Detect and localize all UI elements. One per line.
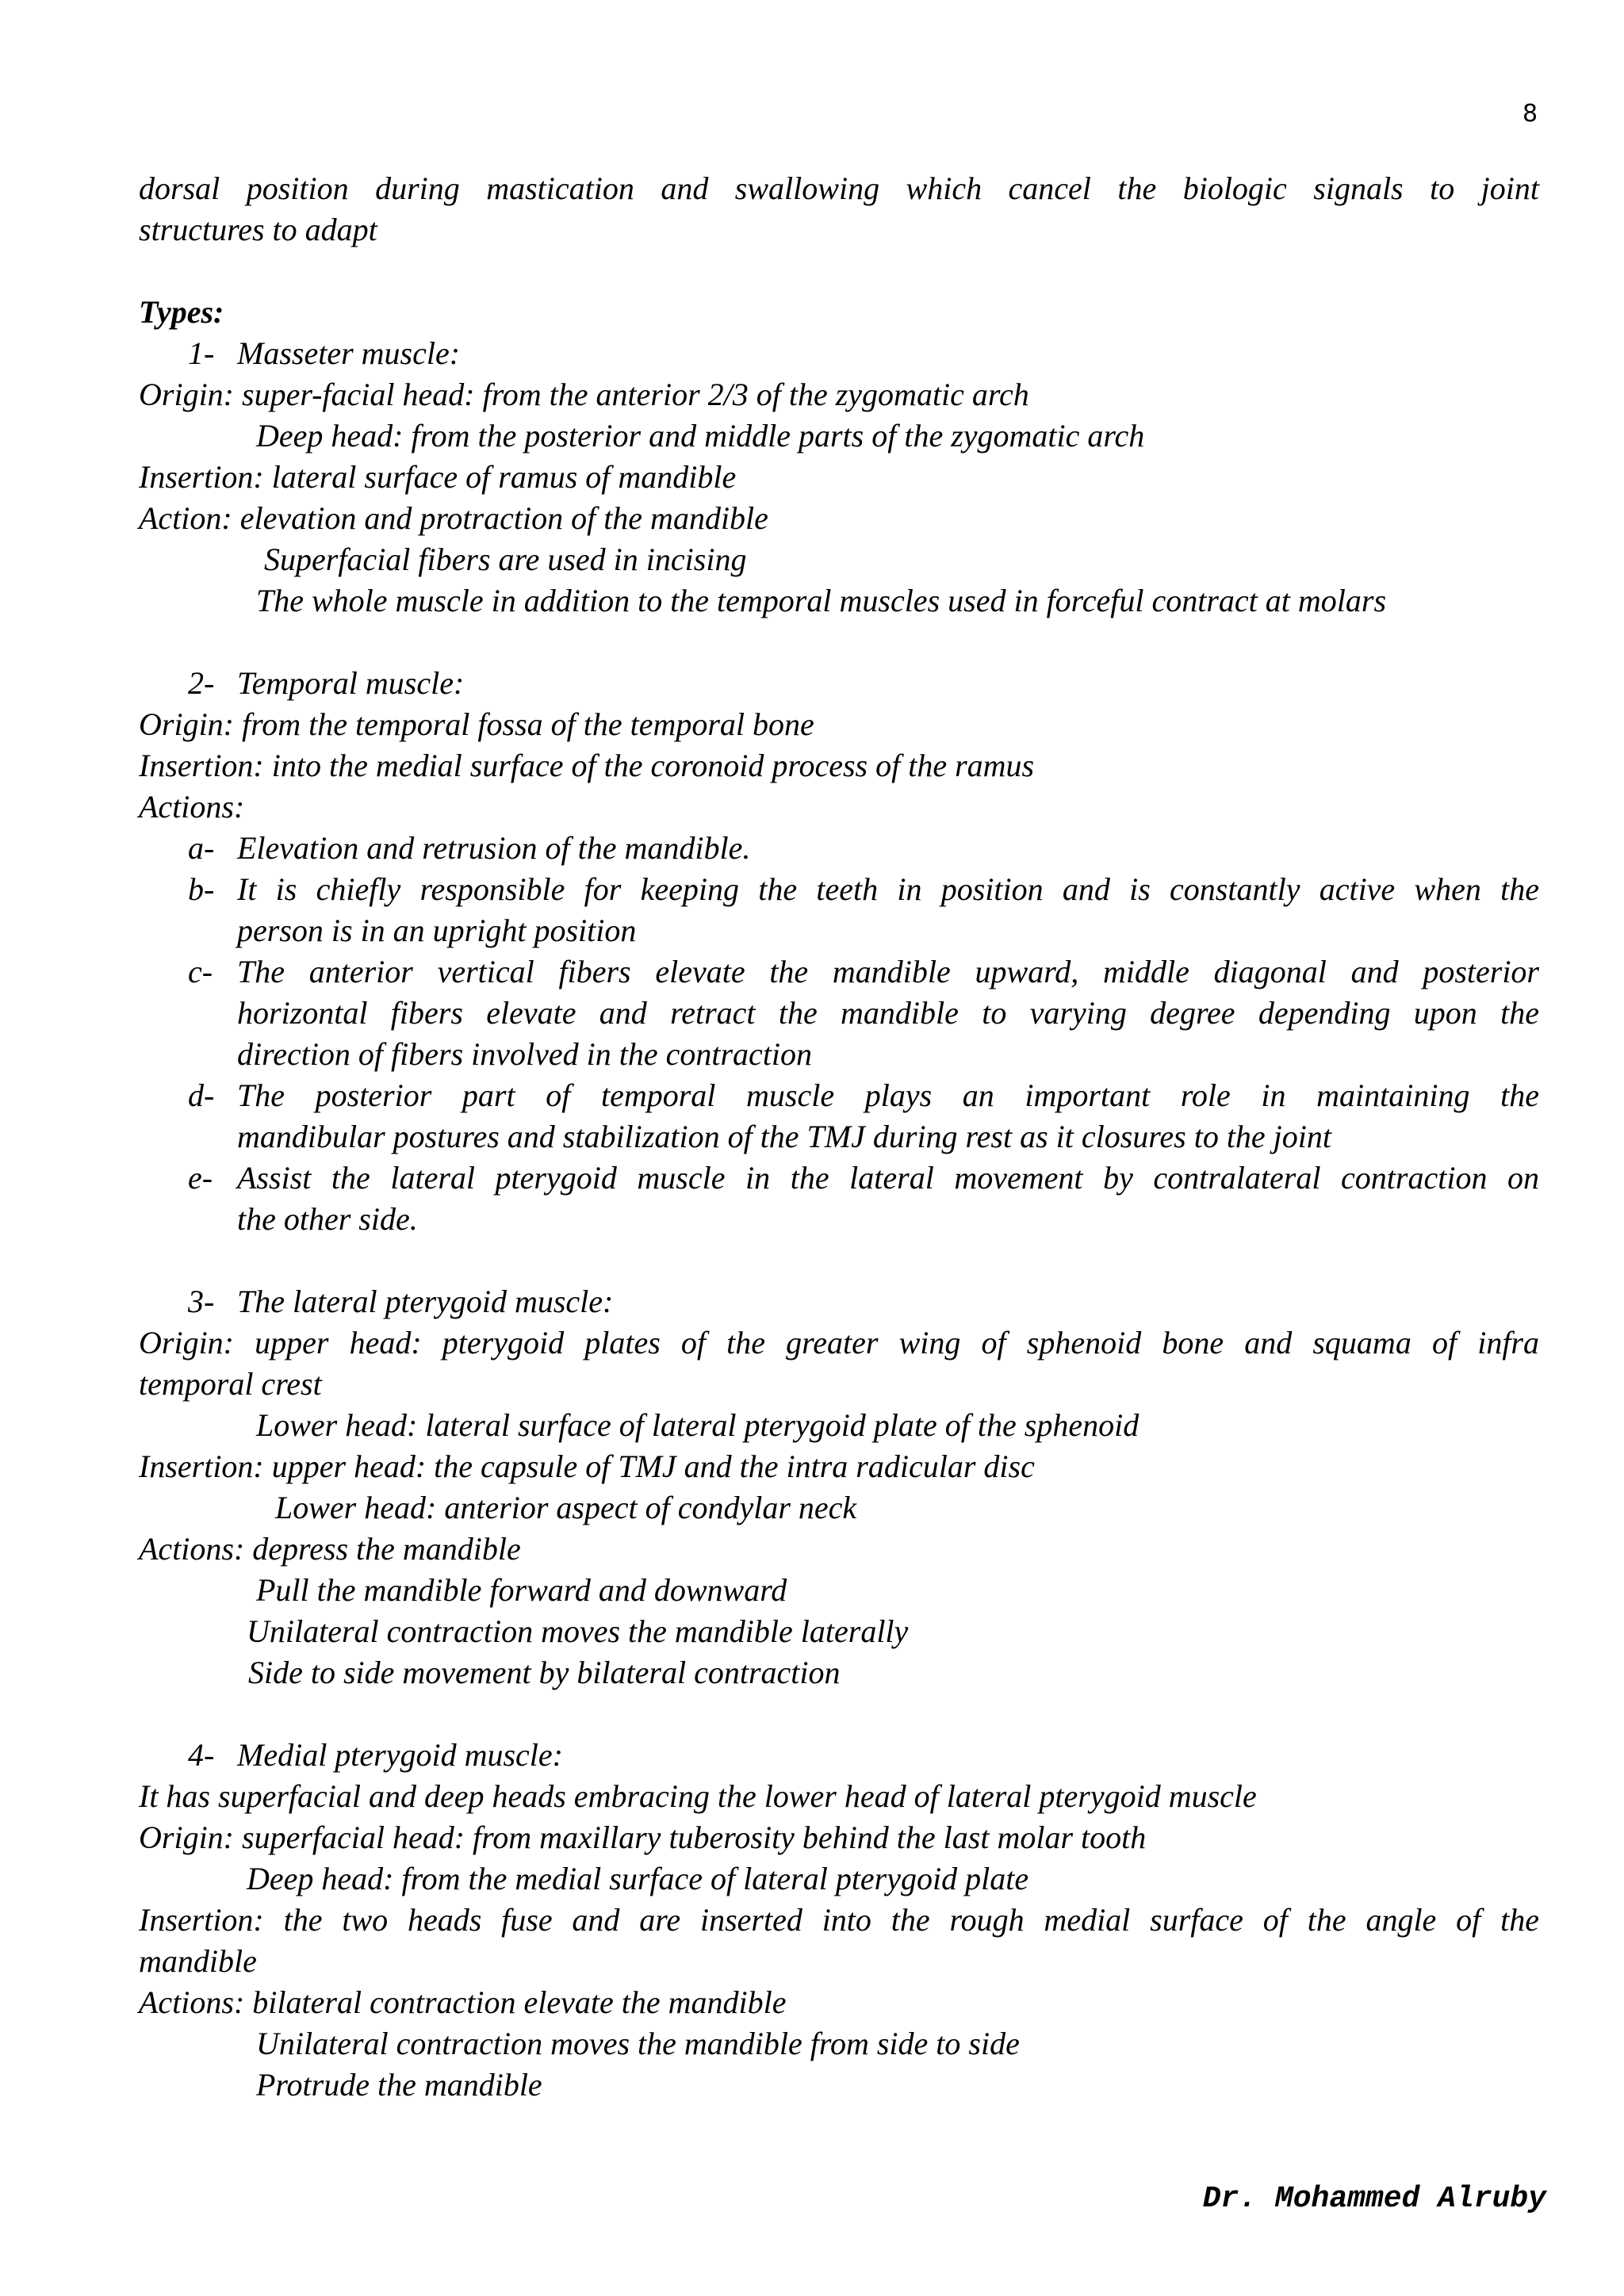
- masseter-heading: [139, 333, 1539, 374]
- temporal-heading: [139, 663, 1539, 704]
- list-item-text: [237, 869, 1539, 951]
- medial-pterygoid-number: 4-: [188, 1737, 215, 1773]
- list-item-line: mandibular postures and stabilization of the TMJ during rest as it closures to the joint: [237, 1119, 1332, 1154]
- list-item-line: The posterior part of temporal muscle plays an important role in maintaining the: [237, 1077, 1539, 1113]
- masseter-title: Masseter muscle:: [237, 335, 461, 371]
- masseter-insertion: Insertion: lateral surface of ramus of mandible: [139, 459, 737, 495]
- list-item-line: Assist the lateral pterygoid muscle in the lateral movement by contralateral contraction on: [237, 1160, 1539, 1196]
- list-item-line: It is chiefly responsible for keeping the teeth in position and is constantly active when the: [237, 871, 1539, 907]
- author-footer: Dr. Mohammed Alruby: [1202, 2182, 1546, 2216]
- list-item-line: direction of fibers involved in the contraction: [237, 1036, 813, 1072]
- medial-pterygoid-origin: Origin: superfacial head: from maxillary tuberosity behind the last molar tooth: [139, 1820, 1147, 1855]
- temporal-action-item: [139, 869, 1539, 951]
- medial-pterygoid-heading: [139, 1735, 1539, 1776]
- temporal-action-item: [139, 828, 1539, 869]
- temporal-action-item: [139, 951, 1539, 1075]
- temporal-action-item: [139, 1075, 1539, 1158]
- list-item-text: [237, 828, 1539, 869]
- list-item-line: the other side.: [237, 1201, 418, 1237]
- lateral-pterygoid-insertion-lower: Lower head: anterior aspect of condylar neck: [275, 1490, 857, 1525]
- document-body: [139, 168, 1539, 2106]
- temporal-action-item: [139, 1158, 1539, 1240]
- temporal-number: 2-: [188, 665, 215, 701]
- medial-pterygoid-action-3: Protrude the mandible: [256, 2067, 542, 2103]
- lateral-pterygoid-action-3: Unilateral contraction moves the mandible laterally: [247, 1613, 909, 1649]
- temporal-actions-label: Actions:: [139, 789, 245, 825]
- list-marker: e-: [188, 1160, 213, 1196]
- types-heading: Types:: [139, 294, 224, 330]
- medial-pterygoid-action-2: Unilateral contraction moves the mandible from side to side: [256, 2026, 1020, 2061]
- medial-pterygoid-insertion: Insertion: the two heads fuse and are inserted into the rough medial surface of the angle of the: [139, 1902, 1539, 1938]
- lateral-pterygoid-heading: [139, 1281, 1539, 1322]
- temporal-origin: Origin: from the temporal fossa of the temporal bone: [139, 706, 814, 742]
- temporal-title: Temporal muscle:: [237, 665, 465, 701]
- list-marker: d-: [188, 1077, 215, 1113]
- lateral-pterygoid-title: The lateral pterygoid muscle:: [237, 1284, 614, 1319]
- masseter-action: Action: elevation and protraction of the mandible: [139, 500, 768, 536]
- medial-pterygoid-action: Actions: bilateral contraction elevate the mandible: [139, 1984, 787, 2020]
- medial-pterygoid-description: It has superfacial and deep heads embracing the lower head of lateral pterygoid muscle: [139, 1778, 1257, 1814]
- lateral-pterygoid-origin-2: temporal crest: [139, 1366, 322, 1402]
- masseter-action-3: The whole muscle in addition to the temporal muscles used in forceful contract at molars: [256, 583, 1387, 618]
- list-marker: a-: [188, 830, 215, 866]
- intro-line-2: structures to adapt: [139, 212, 377, 247]
- list-marker: b-: [188, 871, 215, 907]
- list-marker: c-: [188, 954, 213, 989]
- list-item-text: [237, 951, 1539, 1075]
- list-item-text: [237, 1075, 1539, 1158]
- list-item-line: Elevation and retrusion of the mandible.: [237, 830, 751, 866]
- list-item-line: person is in an upright position: [237, 913, 637, 948]
- lateral-pterygoid-origin-lower: Lower head: lateral surface of lateral pterygoid plate of the sphenoid: [256, 1407, 1139, 1443]
- medial-pterygoid-title: Medial pterygoid muscle:: [237, 1737, 563, 1773]
- masseter-number: 1-: [188, 335, 215, 371]
- lateral-pterygoid-insertion: Insertion: upper head: the capsule of TMJ and the intra radicular disc: [139, 1448, 1035, 1484]
- lateral-pterygoid-action-4: Side to side movement by bilateral contraction: [248, 1655, 841, 1690]
- temporal-insertion: Insertion: into the medial surface of the coronoid process of the ramus: [139, 748, 1035, 783]
- masseter-origin-deep: Deep head: from the posterior and middle parts of the zygomatic arch: [256, 418, 1145, 453]
- masseter-origin: Origin: super-facial head: from the anterior 2/3 of the zygomatic arch: [139, 377, 1029, 412]
- list-item-line: The anterior vertical fibers elevate the mandible upward, middle diagonal and posterior: [237, 954, 1539, 989]
- medial-pterygoid-insertion-2: mandible: [139, 1943, 257, 1979]
- list-item-text: [237, 1158, 1539, 1240]
- medial-pterygoid-origin-deep: Deep head: from the medial surface of lateral pterygoid plate: [247, 1861, 1029, 1896]
- lateral-pterygoid-origin: Origin: upper head: pterygoid plates of the greater wing of sphenoid bone and squama of infra: [139, 1325, 1539, 1360]
- intro-line-1: dorsal position during mastication and swallowing which cancel the biologic signals to joint: [139, 170, 1539, 206]
- page-number: 8: [1522, 100, 1538, 128]
- lateral-pterygoid-action: Actions: depress the mandible: [139, 1531, 521, 1567]
- list-item-line: horizontal fibers elevate and retract the mandible to varying degree depending upon the: [237, 995, 1539, 1031]
- lateral-pterygoid-action-2: Pull the mandible forward and downward: [256, 1572, 787, 1608]
- masseter-action-2: Superfacial fibers are used in incising: [264, 541, 747, 577]
- temporal-actions-list: [139, 828, 1539, 1240]
- lateral-pterygoid-number: 3-: [188, 1284, 215, 1319]
